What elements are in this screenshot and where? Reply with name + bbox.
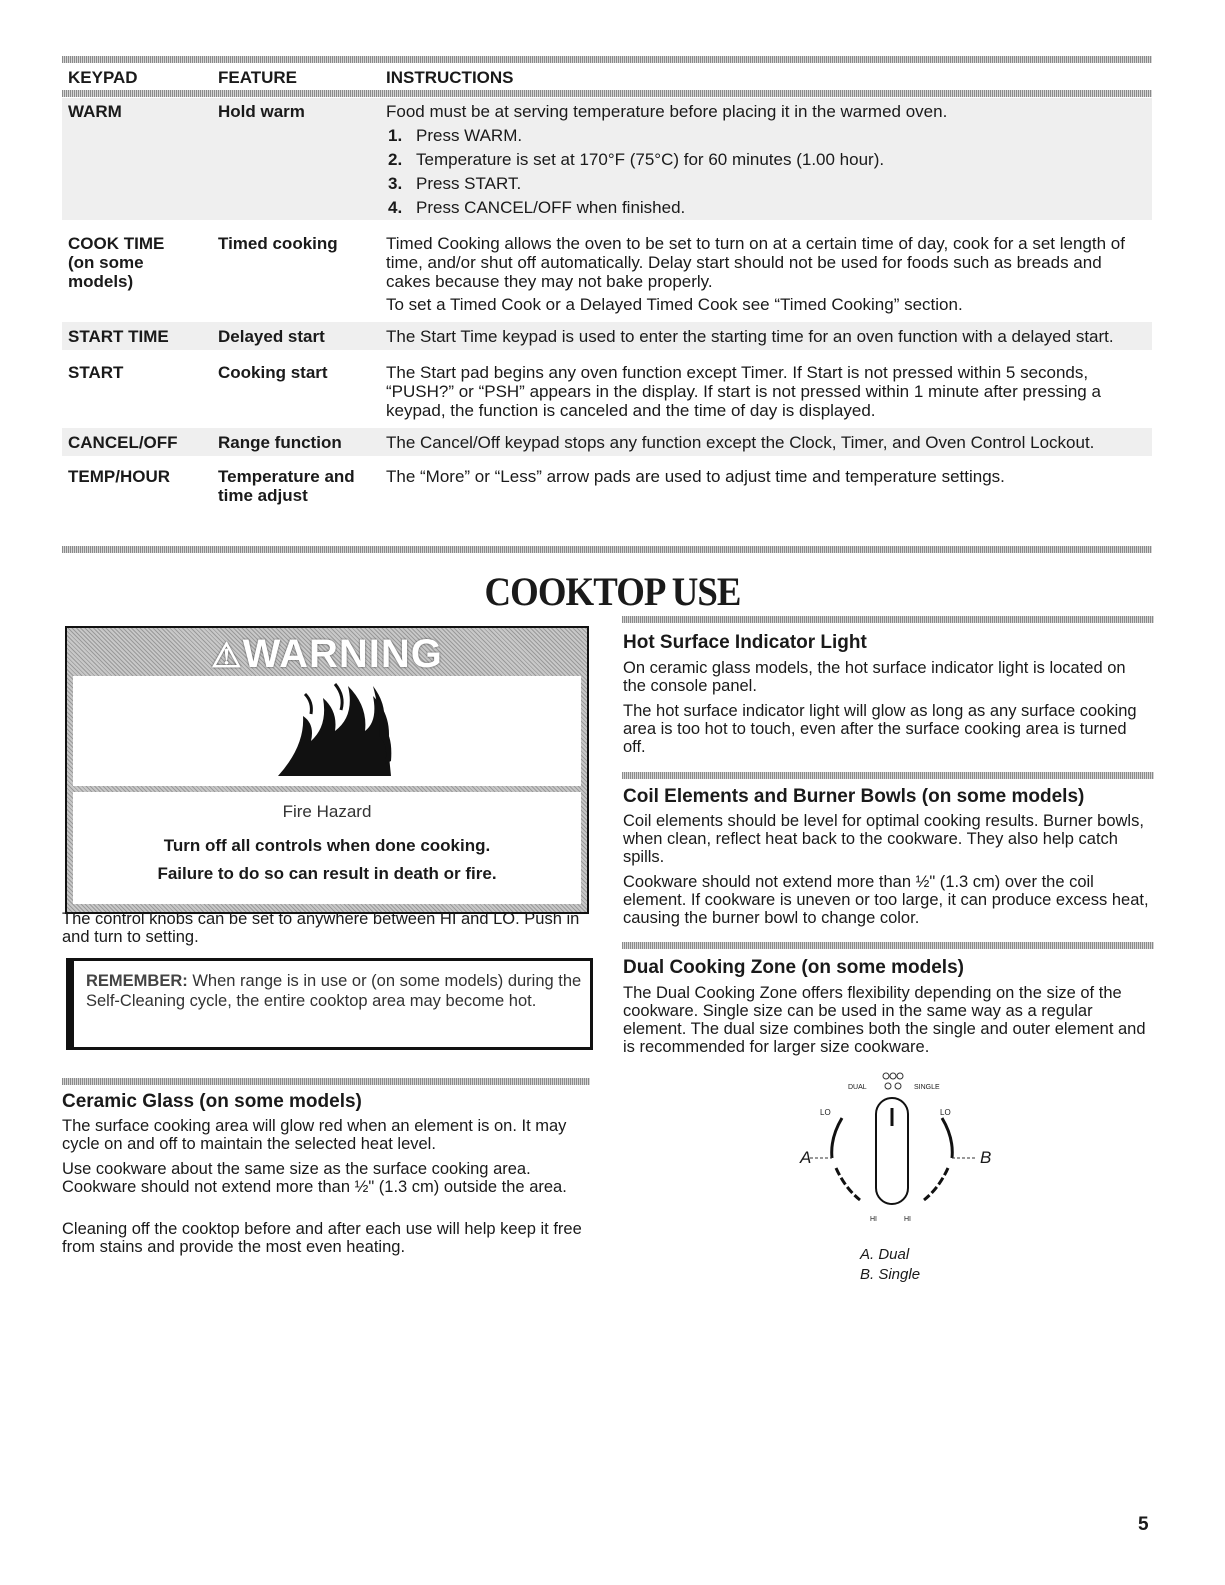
warning-line1: Turn off all controls when done cooking. [163,836,491,855]
page-title: COOKTOP USE [484,569,741,614]
label-a: A [800,1148,812,1167]
warm-intro: Food must be at serving temperature before placing it in the warmed oven. [386,102,948,121]
cancel-keypad: CANCEL/OFF [68,433,178,452]
coil-p2: Cookware should not extend more than ½" (1.3 cm) over the coil element. If cookware is uneven or too large, it can produce excess heat, causing the burner bowl to change color. [623,873,1149,927]
cook-time-keypad: COOK TIME (on some models) [68,234,165,291]
start-text: The Start pad begins any oven function except Timer. If Start is not pressed within 5 seconds, “PUSH?” or “PSH” appears in the display. If start is not pressed within 1 minute after pressing a keypad, the function is canceled and the time of day is displayed. [386,363,1101,420]
warning-hazard: Fire Hazard [282,802,372,821]
single-label: SINGLE [914,1084,940,1091]
fire-icon [73,676,581,786]
start-time-feature: Delayed start [218,327,325,346]
coil-p1: Coil elements should be level for optimal cooking results. Burner bowls, when clean, reflect heat back to the cookware. They also help catch spills. [623,812,1144,866]
list-item: 2. Temperature is set at 170°F (75°C) for 60 minutes (1.00 hour). [388,150,885,169]
start-feature: Cooking start [218,363,328,382]
start-time-text: The Start Time keypad is used to enter the starting time for an oven function with a delayed start. [386,327,1114,346]
caption-a: A. Dual [860,1246,910,1263]
knobs-text: The control knobs can be set to anywhere between HI and LO. Push in and turn to setting. [62,910,580,946]
cancel-text: The Cancel/Off keypad stops any function except the Clock, Timer, and Oven Control Lockout. [386,433,1095,452]
warning-title: ⚠WARNING [211,632,443,676]
temp-keypad: TEMP/HOUR [68,467,170,486]
dual-knob-icon [800,1068,1000,1228]
warning-triangle-icon: ⚠ [211,637,243,675]
start-time-keypad: START TIME [68,327,169,346]
hot-surface-p2: The hot surface indicator light will glow as long as any surface cooking area is too hot to touch, even after the surface cooking area is turned off. [623,702,1137,756]
cook-time-text2: To set a Timed Cook or a Delayed Timed Cook see “Timed Cooking” section. [386,295,963,314]
cancel-feature: Range function [218,433,342,452]
ceramic-heading: Ceramic Glass (on some models) [62,1091,362,1112]
ceramic-rule [62,1078,590,1085]
lo-left-label: LO [820,1108,831,1117]
dual-rule [622,942,1154,949]
remember-text: When range is in use or (on some models) during the Self-Cleaning cycle, the entire cooktop area may become hot. [86,972,582,1010]
start-keypad: START [68,363,124,382]
hot-surface-p1: On ceramic glass models, the hot surface indicator light is located on the console panel. [623,659,1126,695]
table-bottom-rule [62,546,1152,553]
hi-right-label: HI [904,1216,911,1223]
warning-text-panel [73,792,581,904]
cook-time-text1: Timed Cooking allows the oven to be set to turn on at a certain time of day, cook for a set length of time, and/or shut off automatically. Delay start should not be used for foods such as breads and cakes because they may not bake properly. [386,234,1125,291]
hot-surface-rule [622,616,1154,623]
knob-figure [800,1068,1000,1228]
temp-feature: Temperature and time adjust [218,467,355,505]
dual-p1: The Dual Cooking Zone offers flexibility depending on the size of the cookware. Single size can be used in the same way as a regular element. The dual size combines both the single and outer element and is recommended for larger size cookware. [623,984,1146,1056]
coil-rule [622,772,1154,779]
warning-image-panel [73,676,581,786]
warning-line2: Failure to do so can result in death or fire. [157,864,497,883]
header-rule [62,90,1152,97]
list-item: 4. Press CANCEL/OFF when finished. [388,198,686,217]
coil-heading: Coil Elements and Burner Bowls (on some models) [623,786,1085,807]
remember-label: REMEMBER: [86,972,188,990]
top-rule [62,56,1152,63]
lo-right-label: LO [940,1108,951,1117]
remember-box [66,958,593,1050]
warm-feature: Hold warm [218,102,305,121]
list-item: 1. Press WARM. [388,126,523,145]
list-item: 3. Press START. [388,174,522,193]
dual-heading: Dual Cooking Zone (on some models) [623,957,964,978]
dual-label: DUAL [848,1084,867,1091]
header-feature: FEATURE [218,68,298,87]
warning-box [65,626,589,914]
warm-keypad: WARM [68,102,122,121]
page-number: 5 [1138,1514,1149,1535]
hot-surface-heading: Hot Surface Indicator Light [623,632,867,653]
label-b: B [980,1148,992,1167]
temp-text: The “More” or “Less” arrow pads are used to adjust time and temperature settings. [386,467,1005,486]
caption-b: B. Single [860,1266,921,1283]
header-instructions: INSTRUCTIONS [386,68,514,87]
ceramic-p1: The surface cooking area will glow red when an element is on. It may cycle on and off to maintain the selected heat level. [62,1117,567,1153]
cook-time-feature: Timed cooking [218,234,338,253]
hi-left-label: HI [870,1216,877,1223]
ceramic-p2: Use cookware about the same size as the surface cooking area. Cookware should not extend more than ½" (1.3 cm) outside the area. [62,1160,567,1196]
warm-steps [388,124,1148,220]
ceramic-p3: Cleaning off the cooktop before and after each use will help keep it free from stains and provide the most even heating. [62,1220,582,1256]
header-keypad: KEYPAD [68,68,138,87]
